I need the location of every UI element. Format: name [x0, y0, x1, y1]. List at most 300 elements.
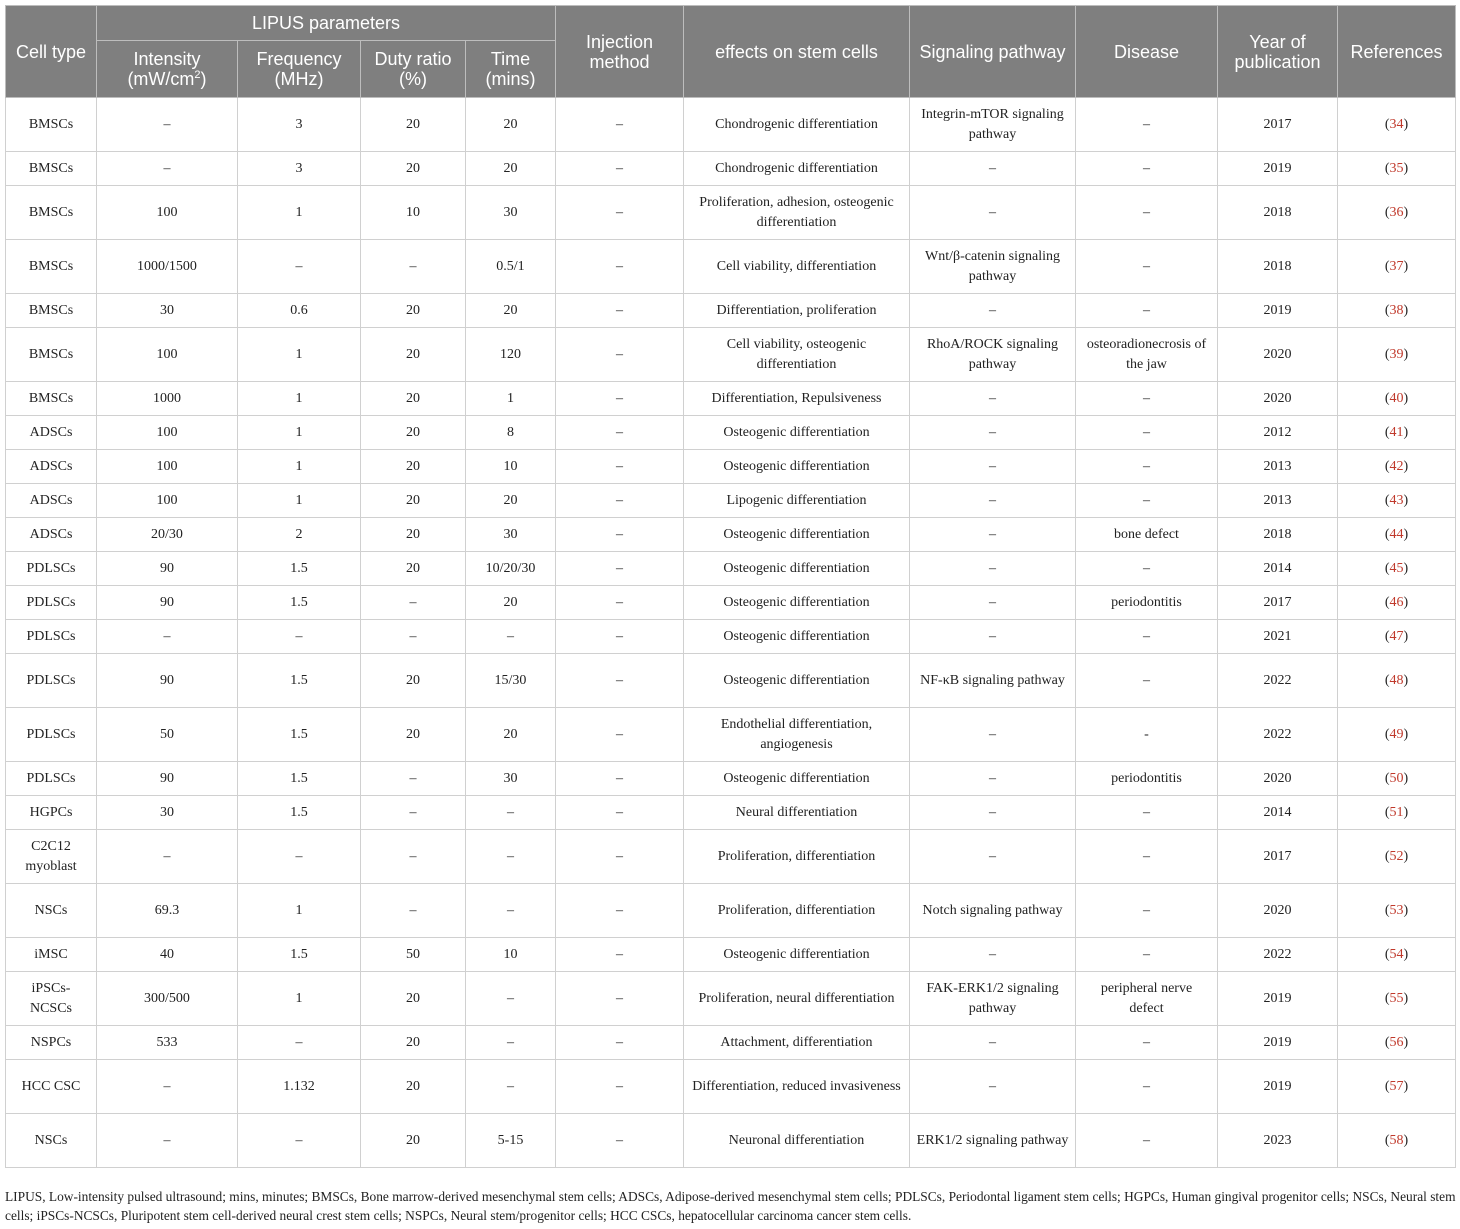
cell-duty: 50 — [361, 938, 466, 972]
ref-open-paren: ( — [1384, 458, 1390, 474]
cell-frequency: 1 — [238, 884, 361, 938]
cell-year: 2018 — [1218, 186, 1338, 240]
cell-intensity: 90 — [97, 552, 238, 586]
cell-effects: Osteogenic differentiation — [684, 654, 910, 708]
cell-intensity: 20/30 — [97, 518, 238, 552]
cell-frequency: 1.5 — [238, 552, 361, 586]
ref-open-paren: ( — [1384, 848, 1390, 864]
cell-injection: – — [556, 294, 684, 328]
reference-link[interactable]: 37 — [1389, 258, 1404, 274]
cell-year: 2017 — [1218, 830, 1338, 884]
ref-open-paren: ( — [1384, 346, 1390, 362]
cell-intensity: 90 — [97, 762, 238, 796]
cell-intensity: 30 — [97, 294, 238, 328]
cell-frequency: – — [238, 620, 361, 654]
reference-link[interactable]: 52 — [1389, 848, 1404, 864]
cell-year: 2018 — [1218, 240, 1338, 294]
cell-disease: – — [1076, 240, 1218, 294]
cell-pathway: – — [910, 152, 1076, 186]
table-row — [6, 1060, 1456, 1114]
cell-intensity: 100 — [97, 450, 238, 484]
cell-effects: Osteogenic differentiation — [684, 938, 910, 972]
cell-year: 2019 — [1218, 294, 1338, 328]
ref-open-paren: ( — [1384, 1078, 1390, 1094]
reference-link[interactable]: 51 — [1389, 804, 1404, 820]
ref-open-paren: ( — [1384, 628, 1390, 644]
cell-ref — [1338, 382, 1456, 416]
cell-disease: – — [1076, 552, 1218, 586]
table-row — [6, 796, 1456, 830]
cell-disease: – — [1076, 620, 1218, 654]
cell-year: 2019 — [1218, 152, 1338, 186]
cell-ref — [1338, 1060, 1456, 1114]
header-time: Time (mins) — [466, 41, 556, 98]
cell-intensity: 90 — [97, 586, 238, 620]
cell-cell: BMSCs — [6, 98, 97, 152]
cell-effects: Osteogenic differentiation — [684, 586, 910, 620]
cell-duty: 20 — [361, 416, 466, 450]
reference-link[interactable]: 49 — [1389, 726, 1404, 742]
cell-duty: 20 — [361, 152, 466, 186]
cell-intensity: – — [97, 98, 238, 152]
cell-duty: 20 — [361, 1060, 466, 1114]
cell-cell: BMSCs — [6, 328, 97, 382]
cell-ref — [1338, 552, 1456, 586]
cell-time: – — [466, 972, 556, 1026]
cell-time: 20 — [466, 708, 556, 762]
cell-effects: Differentiation, proliferation — [684, 294, 910, 328]
cell-year: 2014 — [1218, 552, 1338, 586]
cell-injection: – — [556, 552, 684, 586]
cell-time: – — [466, 830, 556, 884]
cell-ref — [1338, 620, 1456, 654]
cell-frequency: 1.5 — [238, 796, 361, 830]
reference-link[interactable]: 42 — [1389, 458, 1404, 474]
cell-injection: – — [556, 1026, 684, 1060]
cell-disease: – — [1076, 294, 1218, 328]
cell-disease: osteoradionecrosis of the jaw — [1076, 328, 1218, 382]
cell-injection: – — [556, 1060, 684, 1114]
ref-open-paren: ( — [1384, 990, 1390, 1006]
reference-link[interactable]: 43 — [1389, 492, 1404, 508]
header-signaling-pathway: Signaling pathway — [910, 6, 1076, 98]
cell-injection: – — [556, 830, 684, 884]
reference-link[interactable]: 35 — [1389, 160, 1404, 176]
table-row — [6, 762, 1456, 796]
ref-close-paren: ) — [1403, 116, 1409, 132]
cell-duty: – — [361, 796, 466, 830]
cell-duty: 20 — [361, 382, 466, 416]
cell-injection: – — [556, 884, 684, 938]
cell-effects: Osteogenic differentiation — [684, 762, 910, 796]
cell-disease: – — [1076, 830, 1218, 884]
cell-duty: 20 — [361, 328, 466, 382]
cell-frequency: 1 — [238, 450, 361, 484]
cell-year: 2019 — [1218, 972, 1338, 1026]
table-row — [6, 884, 1456, 938]
cell-ref — [1338, 708, 1456, 762]
header-year: Year of publication — [1218, 6, 1338, 98]
reference-link[interactable]: 53 — [1389, 902, 1404, 918]
cell-intensity: 30 — [97, 796, 238, 830]
cell-pathway: – — [910, 762, 1076, 796]
cell-duty: 20 — [361, 294, 466, 328]
cell-cell: HCC CSC — [6, 1060, 97, 1114]
cell-injection: – — [556, 240, 684, 294]
table-row — [6, 294, 1456, 328]
cell-intensity: 100 — [97, 186, 238, 240]
cell-disease: – — [1076, 484, 1218, 518]
cell-frequency: 2 — [238, 518, 361, 552]
cell-year: 2023 — [1218, 1114, 1338, 1168]
table-row — [6, 152, 1456, 186]
cell-injection: – — [556, 620, 684, 654]
cell-time: – — [466, 796, 556, 830]
cell-duty: 20 — [361, 972, 466, 1026]
cell-year: 2020 — [1218, 382, 1338, 416]
cell-cell: PDLSCs — [6, 620, 97, 654]
ref-open-paren: ( — [1384, 116, 1390, 132]
cell-disease: – — [1076, 1026, 1218, 1060]
cell-time: – — [466, 884, 556, 938]
cell-disease: – — [1076, 382, 1218, 416]
cell-duty: – — [361, 620, 466, 654]
reference-link[interactable]: 47 — [1389, 628, 1404, 644]
lipus-stem-cell-table — [5, 5, 1456, 1168]
cell-pathway: – — [910, 416, 1076, 450]
cell-duty: 20 — [361, 450, 466, 484]
table-row — [6, 654, 1456, 708]
ref-close-paren: ) — [1403, 258, 1409, 274]
reference-link[interactable]: 58 — [1389, 1132, 1404, 1148]
cell-year: 2012 — [1218, 416, 1338, 450]
cell-effects: Osteogenic differentiation — [684, 450, 910, 484]
reference-link[interactable]: 57 — [1389, 1078, 1404, 1094]
cell-cell: C2C12 myoblast — [6, 830, 97, 884]
cell-frequency: 1 — [238, 186, 361, 240]
header-references: References — [1338, 6, 1456, 98]
cell-year: 2017 — [1218, 586, 1338, 620]
cell-ref — [1338, 518, 1456, 552]
cell-frequency: – — [238, 830, 361, 884]
cell-pathway: – — [910, 1026, 1076, 1060]
cell-cell: HGPCs — [6, 796, 97, 830]
cell-frequency: – — [238, 1026, 361, 1060]
reference-link[interactable]: 44 — [1389, 526, 1404, 542]
ref-close-paren: ) — [1403, 302, 1409, 318]
cell-cell: NSCs — [6, 884, 97, 938]
table-footnote: LIPUS, Low-intensity pulsed ultrasound; mins, minutes; BMSCs, Bone marrow-derived mesenchymal stem cells; ADSCs, Adipose-derived mesenchymal stem cells; PDLSCs, Periodontal ligament stem cells; HGPCs, Human gingival progenitor cells; NSCs, Neural stem cells; iPSCs-NCSCs, Pluripotent stem cell-derived neural crest stem cells; NSPCs, Neural stem/progenitor cells; HCC CSCs, hepatocellular carcinoma cancer stem cells. — [5, 1189, 1456, 1223]
ref-open-paren: ( — [1384, 946, 1390, 962]
header-intensity — [97, 41, 238, 98]
table-row — [6, 328, 1456, 382]
cell-effects: Osteogenic differentiation — [684, 518, 910, 552]
cell-cell: PDLSCs — [6, 586, 97, 620]
cell-intensity: 50 — [97, 708, 238, 762]
cell-time: 30 — [466, 186, 556, 240]
table-row — [6, 450, 1456, 484]
cell-intensity: 100 — [97, 416, 238, 450]
ref-close-paren: ) — [1403, 946, 1409, 962]
cell-time: 10 — [466, 450, 556, 484]
table-row — [6, 1114, 1456, 1168]
cell-duty: – — [361, 586, 466, 620]
cell-ref — [1338, 152, 1456, 186]
cell-pathway: – — [910, 186, 1076, 240]
cell-cell: ADSCs — [6, 416, 97, 450]
table-row — [6, 552, 1456, 586]
ref-open-paren: ( — [1384, 526, 1390, 542]
cell-intensity: 300/500 — [97, 972, 238, 1026]
reference-link[interactable]: 55 — [1389, 990, 1404, 1006]
table-row — [6, 98, 1456, 152]
cell-ref — [1338, 830, 1456, 884]
cell-year: 2022 — [1218, 654, 1338, 708]
cell-ref — [1338, 762, 1456, 796]
cell-frequency: 1 — [238, 382, 361, 416]
cell-cell: PDLSCs — [6, 708, 97, 762]
cell-frequency: – — [238, 240, 361, 294]
reference-link[interactable]: 45 — [1389, 560, 1404, 576]
cell-duty: 20 — [361, 98, 466, 152]
cell-duty: 20 — [361, 518, 466, 552]
cell-year: 2021 — [1218, 620, 1338, 654]
cell-cell: PDLSCs — [6, 654, 97, 708]
cell-intensity: 533 — [97, 1026, 238, 1060]
cell-duty: 20 — [361, 708, 466, 762]
ref-open-paren: ( — [1384, 258, 1390, 274]
cell-year: 2020 — [1218, 884, 1338, 938]
cell-disease: – — [1076, 1060, 1218, 1114]
ref-open-paren: ( — [1384, 1132, 1390, 1148]
cell-duty: 20 — [361, 1114, 466, 1168]
ref-close-paren: ) — [1403, 848, 1409, 864]
cell-ref — [1338, 1114, 1456, 1168]
reference-link[interactable]: 48 — [1389, 672, 1404, 688]
cell-effects: Osteogenic differentiation — [684, 620, 910, 654]
cell-time: 30 — [466, 762, 556, 796]
header-intensity-exponent: 2 — [194, 69, 201, 81]
table-row — [6, 972, 1456, 1026]
ref-close-paren: ) — [1403, 424, 1409, 440]
cell-effects: Proliferation, neural differentiation — [684, 972, 910, 1026]
ref-open-paren: ( — [1384, 672, 1390, 688]
cell-effects: Endothelial differentiation, angiogenesis — [684, 708, 910, 762]
cell-frequency: – — [238, 1114, 361, 1168]
ref-close-paren: ) — [1403, 204, 1409, 220]
cell-injection: – — [556, 152, 684, 186]
cell-disease: – — [1076, 796, 1218, 830]
cell-cell: BMSCs — [6, 152, 97, 186]
cell-injection: – — [556, 382, 684, 416]
cell-effects: Neuronal differentiation — [684, 1114, 910, 1168]
header-intensity-close: ) — [200, 69, 207, 89]
cell-intensity: 90 — [97, 654, 238, 708]
cell-intensity: 100 — [97, 484, 238, 518]
cell-disease: periodontitis — [1076, 586, 1218, 620]
cell-effects: Cell viability, differentiation — [684, 240, 910, 294]
ref-close-paren: ) — [1403, 804, 1409, 820]
cell-cell: BMSCs — [6, 294, 97, 328]
ref-close-paren: ) — [1403, 346, 1409, 362]
cell-pathway: – — [910, 620, 1076, 654]
cell-frequency: 1 — [238, 972, 361, 1026]
cell-ref — [1338, 938, 1456, 972]
cell-year: 2019 — [1218, 1026, 1338, 1060]
cell-injection: – — [556, 518, 684, 552]
cell-pathway: Notch signaling pathway — [910, 884, 1076, 938]
ref-close-paren: ) — [1403, 160, 1409, 176]
cell-ref — [1338, 972, 1456, 1026]
cell-injection: – — [556, 186, 684, 240]
cell-cell: ADSCs — [6, 450, 97, 484]
cell-disease: – — [1076, 938, 1218, 972]
cell-injection: – — [556, 972, 684, 1026]
reference-link[interactable]: 39 — [1389, 346, 1404, 362]
cell-injection: – — [556, 98, 684, 152]
reference-link[interactable]: 34 — [1389, 116, 1404, 132]
reference-link[interactable]: 36 — [1389, 204, 1404, 220]
cell-effects: Osteogenic differentiation — [684, 552, 910, 586]
cell-year: 2020 — [1218, 762, 1338, 796]
cell-ref — [1338, 98, 1456, 152]
cell-pathway: – — [910, 830, 1076, 884]
ref-close-paren: ) — [1403, 628, 1409, 644]
header-disease: Disease — [1076, 6, 1218, 98]
ref-open-paren: ( — [1384, 160, 1390, 176]
cell-time: – — [466, 1060, 556, 1114]
table-row — [6, 382, 1456, 416]
table-container — [5, 5, 1455, 1168]
cell-pathway: FAK-ERK1/2 signaling pathway — [910, 972, 1076, 1026]
cell-time: 10/20/30 — [466, 552, 556, 586]
cell-injection: – — [556, 1114, 684, 1168]
cell-year: 2013 — [1218, 484, 1338, 518]
table-row — [6, 620, 1456, 654]
cell-time: 30 — [466, 518, 556, 552]
cell-time: 20 — [466, 586, 556, 620]
cell-intensity: – — [97, 620, 238, 654]
cell-pathway: – — [910, 552, 1076, 586]
cell-frequency: 1.5 — [238, 708, 361, 762]
cell-pathway: – — [910, 450, 1076, 484]
cell-pathway: – — [910, 708, 1076, 762]
cell-cell: BMSCs — [6, 240, 97, 294]
cell-pathway: – — [910, 294, 1076, 328]
reference-link[interactable]: 40 — [1389, 390, 1404, 406]
table-row — [6, 586, 1456, 620]
cell-time: 20 — [466, 294, 556, 328]
cell-cell: PDLSCs — [6, 552, 97, 586]
header-lipus-parameters: LIPUS parameters — [97, 6, 556, 41]
cell-duty: 10 — [361, 186, 466, 240]
cell-ref — [1338, 416, 1456, 450]
header-duty-ratio: Duty ratio (%) — [361, 41, 466, 98]
table-row — [6, 708, 1456, 762]
cell-time: 20 — [466, 484, 556, 518]
cell-disease: – — [1076, 884, 1218, 938]
reference-link[interactable]: 50 — [1389, 770, 1404, 786]
ref-close-paren: ) — [1403, 560, 1409, 576]
cell-pathway: – — [910, 382, 1076, 416]
reference-link[interactable]: 38 — [1389, 302, 1404, 318]
cell-pathway: ERK1/2 signaling pathway — [910, 1114, 1076, 1168]
ref-close-paren: ) — [1403, 770, 1409, 786]
ref-close-paren: ) — [1403, 990, 1409, 1006]
cell-time: 5-15 — [466, 1114, 556, 1168]
cell-frequency: 3 — [238, 98, 361, 152]
cell-frequency: 1.5 — [238, 654, 361, 708]
cell-year: 2017 — [1218, 98, 1338, 152]
cell-duty: 20 — [361, 552, 466, 586]
cell-time: 20 — [466, 98, 556, 152]
cell-disease: – — [1076, 450, 1218, 484]
cell-pathway: – — [910, 1060, 1076, 1114]
reference-link[interactable]: 46 — [1389, 594, 1404, 610]
cell-time: 1 — [466, 382, 556, 416]
cell-effects: Chondrogenic differentiation — [684, 98, 910, 152]
cell-cell: BMSCs — [6, 186, 97, 240]
cell-frequency: 1 — [238, 328, 361, 382]
cell-effects: Cell viability, osteogenic differentiation — [684, 328, 910, 382]
table-row — [6, 186, 1456, 240]
cell-intensity: – — [97, 152, 238, 186]
header-frequency: Frequency (MHz) — [238, 41, 361, 98]
ref-open-paren: ( — [1384, 770, 1390, 786]
table-row — [6, 484, 1456, 518]
cell-ref — [1338, 884, 1456, 938]
ref-open-paren: ( — [1384, 560, 1390, 576]
ref-close-paren: ) — [1403, 526, 1409, 542]
cell-time: – — [466, 620, 556, 654]
cell-cell: ADSCs — [6, 518, 97, 552]
cell-year: 2013 — [1218, 450, 1338, 484]
cell-ref — [1338, 240, 1456, 294]
cell-duty: – — [361, 762, 466, 796]
cell-year: 2018 — [1218, 518, 1338, 552]
reference-link[interactable]: 54 — [1389, 946, 1404, 962]
cell-cell: NSPCs — [6, 1026, 97, 1060]
cell-effects: Neural differentiation — [684, 796, 910, 830]
cell-ref — [1338, 654, 1456, 708]
table-body — [6, 98, 1456, 1168]
reference-link[interactable]: 41 — [1389, 424, 1404, 440]
cell-disease: peripheral nerve defect — [1076, 972, 1218, 1026]
cell-injection: – — [556, 450, 684, 484]
cell-ref — [1338, 450, 1456, 484]
cell-duty: – — [361, 240, 466, 294]
cell-cell: BMSCs — [6, 382, 97, 416]
cell-pathway: – — [910, 938, 1076, 972]
reference-link[interactable]: 56 — [1389, 1034, 1404, 1050]
cell-intensity: 100 — [97, 328, 238, 382]
ref-close-paren: ) — [1403, 1132, 1409, 1148]
cell-intensity: 40 — [97, 938, 238, 972]
cell-disease: – — [1076, 654, 1218, 708]
cell-effects: Chondrogenic differentiation — [684, 152, 910, 186]
cell-injection: – — [556, 484, 684, 518]
cell-intensity: 1000 — [97, 382, 238, 416]
ref-close-paren: ) — [1403, 390, 1409, 406]
cell-cell: iPSCs-NCSCs — [6, 972, 97, 1026]
cell-time: 0.5/1 — [466, 240, 556, 294]
cell-disease: – — [1076, 186, 1218, 240]
cell-ref — [1338, 586, 1456, 620]
cell-year: 2019 — [1218, 1060, 1338, 1114]
cell-effects: Proliferation, differentiation — [684, 830, 910, 884]
cell-ref — [1338, 294, 1456, 328]
cell-pathway: Wnt/β-catenin signaling pathway — [910, 240, 1076, 294]
